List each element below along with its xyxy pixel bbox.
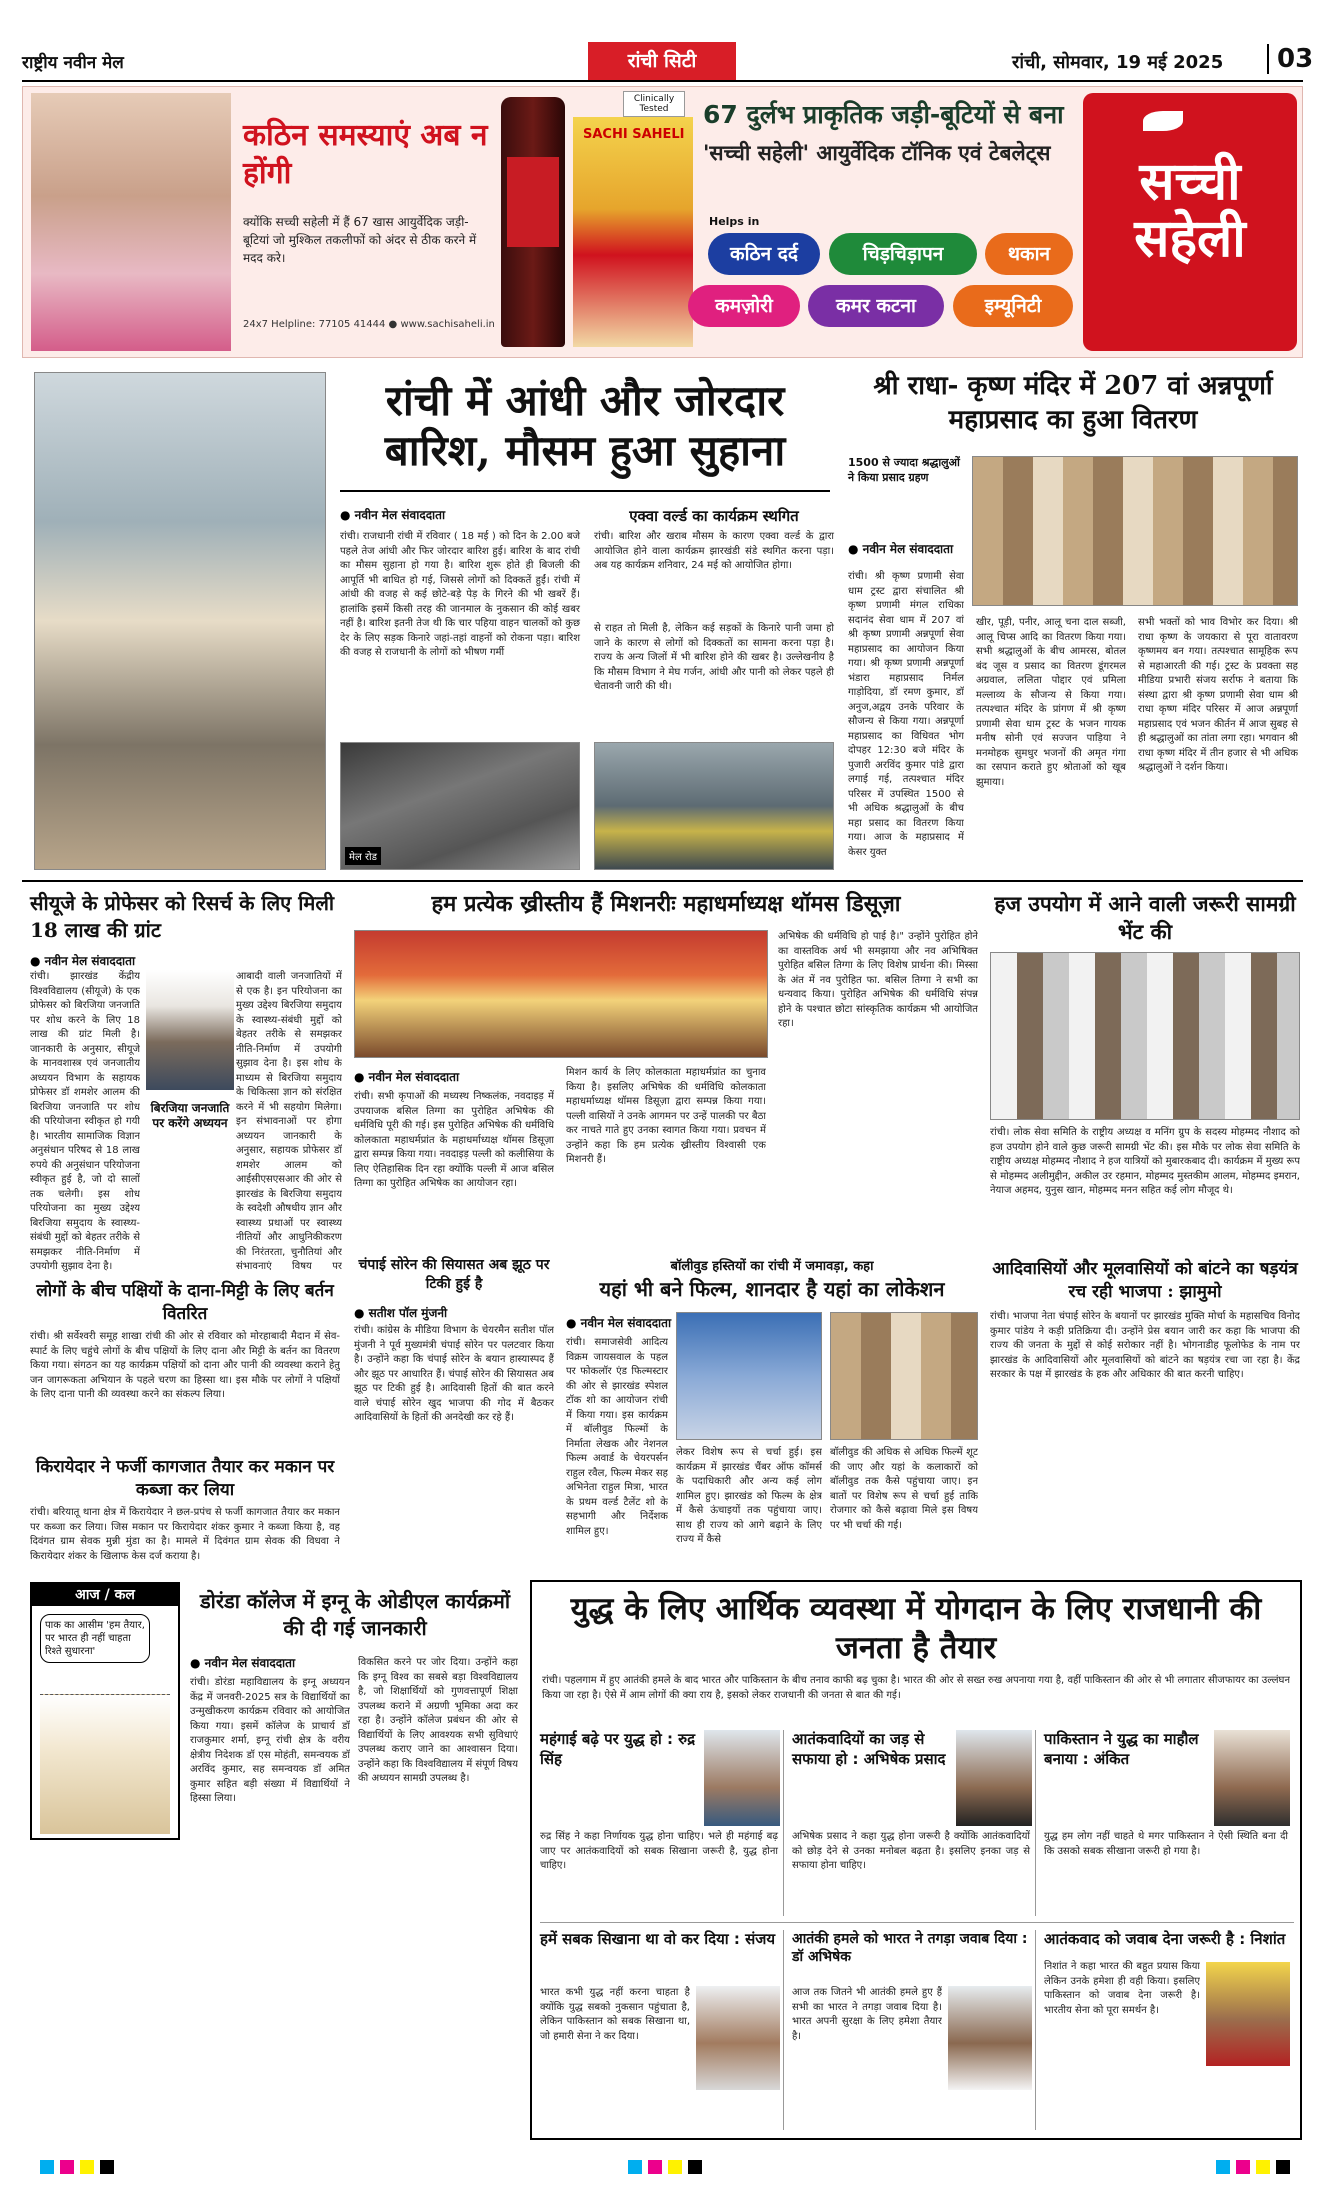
adivasi-body: रांची। भाजपा नेता चंपाई सोरेन के बयानों पर झारखंड मुक्ति मोर्चा के महासचिव विनोद कुमार पांडेय ने कड़ी प्रतिक्रिया दी। उन्होंने प्रेस बयान जारी कर कहा कि भाजपा की राज्य की जनता के मुद्दों से कोई सरोकार नहीं है। भोगनाडीह फूलोफेड के नाम पर झारखंड के आदिवासियों और मूलवासियों को बांटने का षड़यंत्र रचा जा रहा है। केंद्र सरकार के पक्ष में झारखंड के हक और अधिकार की बात करनी चाहिए। [990, 1311, 1300, 1380]
ad-helpline: 24x7 Helpline: 77105 41444 ● www.sachisaheli.in [243, 319, 495, 330]
birds-headline: लोगों के बीच पक्षियों के दाना-मिट्टी के लिए बर्तन वितरित [36, 1281, 334, 1324]
avatar [948, 1986, 1032, 2090]
clinical-badge: Clinically Tested [623, 91, 685, 117]
cartoon-title: आज / कल [32, 1584, 178, 1606]
tag-fatigue: थकान [985, 233, 1073, 275]
professor-photo [146, 970, 234, 1131]
radha-krishna-byline: ● नवीन मेल संवाददाता [848, 540, 966, 557]
section-label: रांची सिटी [588, 42, 736, 80]
hajj-headline: हज उपयोग में आने वाली जरूरी सामग्री भेंट की [994, 891, 1296, 945]
radha-krishna-highlight: 1500 से ज्यादा श्रद्धालुओं ने किया प्रसाद ग्रहण [848, 456, 960, 484]
cuj-headline: सीयूजे के प्रोफेसर को रिसर्च के लिए मिली 18 लाख की ग्रांट [30, 891, 335, 942]
radha-krishna-body: रांची। श्री कृष्ण प्रणामी सेवा धाम ट्रस्ट द्वारा संचालित श्री कृष्ण प्रणामी मंगल राधिका सदानंद सेवा धाम में 207 वां श्री कृष्ण प्रणामी अन्नपूर्णा सेवा महाप्रसाद का आयोजन किया गया। श्री कृष्ण प्रणामी अन्नपूर्णा भंडारा महाप्रसाद निर्मल गाड़ोदिया, डॉ रमण कुमार, डॉ अनुज,अद्वय उनके परिवार के सौजन्य से किया गया। अन्नपूर्णा महाप्रसाद का विधिवत भोग दोपहर 12:30 बजे मंदिर के पुजारी अरविंद कुमार पांडे द्वारा लगाई गई, तत्पश्चात मंदिर परिसर में उपस्थित 1500 से भी अधिक श्रद्धालुओं के बीच महा प्रसाद का वितरण किया गया। आज के महाप्रसाद में केसर युक्त [848, 571, 964, 858]
product-bottle-image [501, 97, 565, 347]
opinion-card-dr-abhishek [792, 1930, 1036, 2130]
missionary-body-2: मिशन कार्य के लिए कोलकाता महाधर्मप्रांत का चुनाव किया है। इसलिए अभिषेक की धर्मविधि कोलकाता महाधर्माध्यक्ष थॉमस डिसूज़ा द्वारा सम्पन्न किया गया। पल्ली वासियों ने उनके आगमन पर उन्हें पालकी पर बैठा कर नाचते गाते हुए उनका स्वागत किया गया। प्रवचन में उन्होंने कहा कि हम प्रत्येक ख्रीस्तीय विश्वासी एक मिशनरी हैं। [566, 1067, 766, 1165]
opinion-title: हमें सबक सिखाना था वो कर दिया : संजय [540, 1930, 776, 1948]
tag-backache: कमर कटना [808, 285, 944, 327]
brand-logo [1083, 93, 1297, 351]
cartoon-title-right: कल [114, 1587, 135, 1603]
ordination-photo [354, 930, 768, 1058]
cartoon-box [30, 1582, 180, 1840]
adivasi-headline: आदिवासियों और मूलवासियों को बांटने का षड़यंत्र रच रही भाजपा : झामुमो [992, 1259, 1298, 1302]
opinion-text: अभिषेक प्रसाद ने कहा युद्ध होना जरूरी है क्योंकि आतंकवादियों को छोड़ देने से उनका मनोबल बढ़ता है। इसलिए इनका जड़ से सफाया होना चाहिए। [792, 1831, 1030, 1871]
radha-krishna-body-2: खीर, पूड़ी, पनीर, आलू चना दाल सब्जी, आलू चिप्स आदि का वितरण किया गया। सभी श्रद्धालुओं के बीच आमरस, बोतल बंद जूस व प्रसाद का वितरण डूंगरमल अग्रवाल, ललिता पोद्दार एवं प्रमिला मल्लाव्य के सौजन्य से किया गया। तत्पश्चात मंदिर के प्रांगण में श्री कृष्ण प्रणामी सेवा धाम ट्रस्ट के भजन गायक मनीष सोनी एवं सज्जन पाड़िया ने मनमोहक सुमधुर भजनों की अमृत गंगा का रसपान कराते हुए श्रोताओं को खूब झुमाया। [976, 617, 1126, 788]
cuj-body: रांची। झारखंड केंद्रीय विश्वविद्यालय (सीयूजे) के एक प्रोफेसर को बिरजिया जनजाति पर शोध करने के लिए 18 लाख की ग्रांट मिली है। जानकारी के अनुसार, सीयूजे के मानवशास्त्र एवं जनजातीय अध्ययन विभाग के सहायक प्रोफेसर डॉ शमशेर आलम की बिरजिया जनजाति पर शोध की परियोजना स्वीकृत हो गयी है। भारतीय सामाजिक विज्ञान अनुसंधान परिषद से 18 लाख रुपये की अनुसंधान परियोजना स्वीकृत हुई है, जो दो सालों तक चलेगी। इस शोध परियोजना का मुख्य उद्देश्य बिरजिया समुदाय के स्वास्थ्य-संबंधी मुद्दों को बेहतर तरीके से समझकर नीति-निर्माण में उपयोगी सुझाव देना है। [30, 971, 140, 1272]
waterlogged-road-photo-2 [594, 742, 834, 870]
opinion-card-ankit [1044, 1730, 1294, 1916]
champai-headline: चंपाई सोरेन की सियासत अब झूठ पर टिकी हुई है [358, 1257, 550, 1292]
champai-byline: ● सतीश पॉल मुंजनी [354, 1304, 447, 1321]
hajj-photo [990, 952, 1300, 1120]
tag-weakness: कमज़ोरी [688, 285, 800, 327]
lead-byline: ● नवीन मेल संवाददाता [340, 506, 445, 523]
war-feature-intro: रांची। पहलगाम में हुए आतंकी हमले के बाद भारत और पाकिस्तान के बीच तनाव काफी बढ़ चुका है। भारत की ओर से सख्त रुख अपनाया गया है, वहीं पाकिस्तान की ओर से भी लगातार सीजफायर का उल्लंघन किया जा रहा है। ऐसे में आम लोगों की क्या राय है, इसको लेकर राजधानी की जनता से बात की गई। [542, 1675, 1290, 1701]
ad-title-line-1: 67 दुर्लभ प्राकृतिक जड़ी-बूटियों से बना [703, 100, 1064, 129]
product-box-image [573, 117, 693, 347]
cartoon-drawing [40, 1694, 170, 1834]
tenant-body: रांची। बरियातू थाना क्षेत्र में किरायेदार ने छल-प्रपंच से फर्जी कागजात तैयार कर मकान पर कब्जा कर लिया। जिस मकान पर किरायेदार शंकर कुमार ने कब्जा किया है, वह दिवंगत ग्राम सेवक मुन्नी मुंडा का है। मामले में दिवंगत ग्राम सेवक की विधवा ने किरायेदार शंकर के खिलाफ केस दर्ज कराया है। [30, 1507, 340, 1562]
opinion-text: युद्ध हम लोग नहीं चाहते थे मगर पाकिस्तान ने ऐसी स्थिति बना दी कि उसको सबक सीखाना जरूरी हो गया है। [1044, 1831, 1288, 1857]
avatar [1214, 1730, 1290, 1826]
cuj-byline: ● नवीन मेल संवाददाता [30, 952, 135, 969]
bollywood-kicker: बॉलीवुड हस्तियों का रांची में जमावड़ा, कहा [670, 1259, 874, 1274]
lead-body-continued: से राहत तो मिली है, लेकिन कई सड़कों के किनारे पानी जमा हो जाने के कारण से लोगों को दिक्कतों का सामना करना पड़ा है। राज्य के अन्य जिलों में भी बारिश होने की खबर है। उल्लेखनीय है कि मौसम विभाग ने मेघ गर्जन, आंधी और पानी को लेकर पहले ही चेतावनी जारी की थी। [594, 623, 834, 692]
missionary-body-3: अभिषेक की धर्मविधि हो पाई है।" उन्होंने पुरोहित होने का वास्तविक अर्थ भी समझाया और नव अभिषिक्त पुरोहित बसिल तिग्गा के लिए विशेष प्रार्थना की। मिस्सा के अंत में नव पुरोहित फा. बसिल तिग्गा ने सभी का धन्यवाद किया। पुरोहित अभिषेक की धर्मविधि संपन्न होने के पश्चात छोटा सांस्कृतिक कार्यक्रम भी आयोजित रहा। [778, 931, 978, 1029]
missionary-body: रांची। सभी कृपाओं की मध्यस्थ निष्कलंक, नवदाइड़ में उपयाजक बसिल तिग्गा का पुरोहित अभिषेक की धर्मविधि पूरी की गई। इस पुरोहित अभिषेक की धर्मविधि कोलकाता महाधर्मप्रांत के महाधर्माध्यक्ष थॉमस डिसूज़ा द्वारा सम्पन्न किया गया। नवदाइड़ पल्ली को कलीसिया के लिए ऐतिहासिक दिन रहा क्योंकि पल्ली में आज बसिल तिग्गा का पुरोहित अभिषेक का आयोजन रहा। [354, 1091, 554, 1189]
product-label: SACHI SAHELI [583, 127, 685, 142]
page-number: 03 [1267, 44, 1313, 74]
temple-crowd-photo [972, 456, 1298, 606]
opinion-text: निशांत ने कहा भारत की बहुत प्रयास किया लेकिन उनके हमेशा ही वही किया। इसलिए पाकिस्तान को जवाब देना जरूरी है। भारतीय सेना को पूरा समर्थन है। [1044, 1961, 1200, 2016]
bollywood-body-2: लेकर विशेष रूप से चर्चा हुई। इस कार्यक्रम में झारखंड चैंबर ऑफ कॉमर्स के पदाधिकारी और अन्य कई लोग शामिल हुए। झारखंड को फिल्म के क्षेत्र में कैसे ऊंचाइयों तक पहुंचाया जाए। साथ ही राज्य को आगे बढ़ाने के लिए राज्य में कैसे [676, 1447, 822, 1545]
waterlogged-road-photo-1 [340, 742, 580, 870]
bollywood-body: रांची। समाजसेवी आदित्य विक्रम जायसवाल के पहल पर फोकलॉर एंड फिल्मस्टार की ओर से झारखंड स्पेशल टॉक शो का आयोजन रांची में किया गया। इस कार्यक्रम में बॉलीवुड फिल्मों के निर्माता लेखक और नेशनल फिल्म अवार्ड के चेयरपर्सन राहुल रवैल, फिल्म मेकर सह अभिनेता राहुल मित्रा, भारत के प्रथम वर्ल्ड टैलेंट शो के सहभागी और निर्देशक शामिल हुए। [566, 1337, 668, 1537]
opinion-title: पाकिस्तान ने युद्ध का माहौल बनाया : अंकित [1044, 1730, 1199, 1768]
brand-logo-text: सच्ची सहेली [1134, 151, 1246, 270]
opinion-card-nishant [1044, 1930, 1294, 2130]
bollywood-byline: ● नवीन मेल संवाददाता [566, 1314, 671, 1331]
avatar [704, 1730, 780, 1826]
ad-models-image [31, 93, 231, 351]
date-line: रांची, सोमवार, 19 मई 2025 [1012, 52, 1224, 73]
ad-headline: कठिन समस्याएं अब न होंगी [243, 118, 488, 191]
avatar [1206, 1962, 1290, 2066]
cuj-body-2: आबादी वाली जनजातियों में से एक है। इन परियोजना का मुख्य उद्देश्य बिरजिया समुदाय के स्वास्थ्य-संबंधी मुद्दों को बेहतर तरीके से समझकर नीति-निर्माण में उपयोगी सुझाव देना है। इस शोध के माध्यम से बिरजिया समुदाय के चिकित्सा ज्ञान को संरक्षित करने में भी सहयोग मिलेगा। इन संभावनाओं पर होगा अध्ययन जानकारी के अनुसार, सहायक प्रोफेसर डॉ शमशेर आलम को आईसीएसएसआर की ओर से झारखंड के बिरजिया समुदाय के स्वदेशी औषधीय ज्ञान और स्वास्थ्य प्रथाओं पर स्वास्थ्य नीतियों और आधुनिकीकरण की निरंतरता, चुनौतियां और संभावनाएं विषय पर [236, 971, 342, 1272]
opinion-title: आतंकवादियों का जड़ से सफाया हो : अभिषेक प्रसाद [792, 1730, 946, 1768]
photo-caption: मेल रोड [345, 847, 381, 865]
rain-photo [34, 372, 326, 870]
masthead [22, 42, 1314, 82]
radha-krishna-body-3: सभी भक्तों को भाव विभोर कर दिया। श्री राधा कृष्ण के जयकारा से पूरा वातावरण कृष्णमय बन गया। तत्पश्चात सामूहिक रूप से महाआरती की गई। ट्रस्ट के प्रवक्ता सह मीडिया प्रभारी संजय सर्राफ ने बताया कि संस्था द्वारा श्री कृष्ण प्रणामी सेवा धाम श्री राधा कृष्ण मंदिर परिसर में आज अन्नपूर्णा महाप्रसाद एवं भजन कीर्तन में आज सुबह से ही श्रद्धालुओं का तांता लगा रहा। भगवान श्री राधा कृष्ण मंदिर में तीन हजार से भी अधिक श्रद्धालुओं ने दर्शन किया। [1138, 617, 1298, 773]
tenant-headline: किरायेदार ने फर्जी कागजात तैयार कर मकान पर कब्जा कर लिया [35, 1457, 335, 1500]
doranda-byline: ● नवीन मेल संवाददाता [190, 1654, 295, 1671]
war-feature-headline: युद्ध के लिए आर्थिक व्यवस्था में योगदान के लिए राजधानी की जनता है तैयार [570, 1591, 1262, 1666]
doranda-headline: डोरंडा कॉलेज में इग्नू के ओडीएल कार्यक्रमों की दी गई जानकारी [199, 1589, 511, 1640]
doranda-body-2: विकसित करने पर जोर दिया। उन्होंने कहा कि इग्नू विश्व का सबसे बड़ा विश्वविद्यालय है, जो शिक्षार्थियों को गुणवत्तापूर्ण शिक्षा उपलब्ध कराने में अग्रणी भूमिका अदा कर रहा है। उन्होंने कॉलेज प्रबंधन की ओर से विद्यार्थियों के लिए आवश्यक सभी सुविधाएं उपलब्ध कराए जाने का आश्वासन दिया। उन्होंने कहा कि विश्वविद्यालय में संपूर्ण विषय की अध्ययन सामग्री उपलब्ध है। [358, 1657, 518, 1784]
ad-banner [22, 86, 1303, 358]
opinion-text: आज तक जितने भी आतंकी हमले हुए हैं सभी का भारत ने तगड़ा जवाब दिया है। भारत अपनी सुरक्षा के लिए हमेशा तैयार है। [792, 1987, 942, 2042]
opinion-title: महंगाई बढ़े पर युद्ध हो : रुद्र सिंह [540, 1730, 696, 1768]
ad-subtext: क्योंकि सच्ची सहेली में हैं 67 खास आयुर्वेदिक जड़ी-बूटियां जो मुश्किल तकलीफों को अंदर से ठीक करने में मदद करे। [243, 215, 477, 265]
hajj-body: रांची। लोक सेवा समिति के राष्ट्रीय अध्यक्ष व मनिंग ग्रुप के सदस्य मोहम्मद नौशाद को हज उपयोग होने वाले कुछ जरूरी सामग्री भेंट की। इस मौके पर लोक सेवा समिति के राष्ट्रीय अध्यक्ष मोहम्मद नौशाद ने हज यात्रियों को मुबारकबाद दी। कार्यक्रम में मुख्य रूप से मोहम्मद अलीमुद्दीन, अकील उर रहमान, मोहम्मद मुस्तकीम आलम, मोहम्मद इमरान, नेयाज अहमद, युनुस खान, मोहम्मद मनन सहित कई लोग मौजूद थे। [990, 1127, 1300, 1196]
avatar [956, 1730, 1032, 1826]
aqua-body: रांची। बारिश और खराब मौसम के कारण एक्वा वर्ल्ड के द्वारा आयोजित होने वाला कार्यक्रम झारखंडी संडे स्थगित करना पड़ा। अब यह कार्यक्रम शनिवार, 24 मई को आयोजित होगा। [594, 531, 834, 571]
missionary-byline: ● नवीन मेल संवाददाता [354, 1068, 459, 1085]
birds-body: रांची। श्री सर्वेश्वरी समूह शाखा रांची की ओर से रविवार को मोरहाबादी मैदान में सेव-स्पार्ट के लिए चहुंचे लोगों के बीच पक्षियों के लिए दाना और मिट्टी के बर्तन का वितरण किया गया। संगठन का यह कार्यक्रम पक्षियों को दाना और पानी की व्यवस्था कराने हेतु जन जागरूकता अभियान के पहले चरण का हिस्सा था। इस मौके पर लोगों ने पक्षियों के लिए दाना पानी की व्यवस्था करने का संकल्प लिया। [30, 1331, 340, 1400]
helps-in-label: Helps in [709, 215, 760, 228]
champai-body: रांची। कांग्रेस के मीडिया विभाग के चेयरमैन सतीश पॉल मुंजनी ने पूर्व मुख्यमंत्री चंपाई सोरेन पर पलटवार किया है। उन्होंने कहा कि चंपाई सोरेन के बयान हास्यास्पद हैं और झूठ पर आधारित हैं। चंपाई सोरेन की सियासत अब झूठ पर टिकी हुई है। आदिवासी हितों की बात करने वाले चंपाई सोरेन खुद भाजपा की गोद में बैठकर आदिवासियों के हितों की अनदेखी कर रहे हैं। [354, 1325, 554, 1423]
bollywood-body-3: बॉलीवुड की अधिक से अधिक फिल्में शूट की जाए और यहां के कलाकारों को बॉलीवुड तक कैसे पहुंचाया जाए। इन बातों पर विशेष रूप से चर्चा हुई ताकि रोजगार को कैसे बढ़ावा मिले इस विषय पर भी चर्चा की गई। [830, 1447, 978, 1531]
opinion-card-rudra [540, 1730, 784, 1916]
radha-krishna-headline: श्री राधा- कृष्ण मंदिर में 207 वां अन्नपूर्णा महाप्रसाद का हुआ वितरण [873, 371, 1273, 435]
war-feature-box [530, 1580, 1302, 2140]
tag-irritability: चिड़चिड़ापन [829, 233, 977, 275]
lead-headline: रांची में आंधी और जोरदार बारिश, मौसम हुआ सुहाना [384, 376, 786, 475]
tag-pain: कठिन दर्द [708, 233, 820, 275]
opinion-text: रुद्र सिंह ने कहा निर्णायक युद्ध होना चाहिए। भले ही महंगाई बढ़ जाए पर आतंकवादियों को सबक सिखाना जरूरी है, युद्ध होना चाहिए। [540, 1831, 778, 1871]
aqua-subhead: एक्वा वर्ल्ड का कार्यक्रम स्थगित [629, 507, 799, 525]
opinion-card-sanjay [540, 1930, 784, 2130]
bollywood-photo-2 [830, 1312, 978, 1440]
cartoon-bubble: पाक का आसीम 'हम तैयार, पर भारत ही नहीं चाहता रिश्ते सुधारना' [40, 1614, 150, 1663]
leaf-icon [1143, 111, 1183, 131]
photo-caption-cuj: बिरजिया जनजाति पर करेंगे अध्ययन [150, 1100, 230, 1131]
paper-name: राष्ट्रीय नवीन मेल [22, 53, 124, 73]
lead-body: रांची। राजधानी रांची में रविवार ( 18 मई ) को दिन के 2.00 बजे पहले तेज आंधी और फिर जोरदार बारिश हुई। बारिश के बाद रांची का मौसम सुहाना हो गया है। बारिश शुरू होते ही बिजली की आपूर्ति भी बाधित हो गई, जिससे लोगों को दिक्कतें हुईं। रांची में आंधी की वजह से कई छोटे-बड़े पेड़ के गिरने की भी खबरें हैं। हालांकि इसमें किसी तरह की जानमाल के नुकसान की कोई खबर नहीं है। बारिश इतनी तेज थी कि चार पहिया वाहन चालकों को कुछ देर के लिए सड़क किनारे जहां-तहां वाहनों को रोकना पड़ा। बारिश की वजह से राजधानी के लोगों को भीषण गर्मी [340, 531, 580, 658]
bollywood-photo-1 [676, 1312, 822, 1440]
ad-title-line-2: 'सच्ची सहेली' आयुर्वेदिक टॉनिक एवं टेबलेट्स [703, 141, 1051, 165]
avatar [696, 1986, 780, 2090]
cartoon-title-left: आज [75, 1587, 100, 1603]
missionary-headline: हम प्रत्येक ख्रीस्तीय हैं मिशनरीः महाधर्माध्यक्ष थॉमस डिसूज़ा [431, 891, 901, 917]
opinion-card-abhishek-prasad [792, 1730, 1036, 1916]
opinion-title: आतंकवाद को जवाब देना जरूरी है : निशांत [1044, 1930, 1286, 1948]
opinion-title: आतंकी हमले को भारत ने तगड़ा जवाब दिया : डॉ अभिषेक [792, 1931, 1028, 1966]
doranda-body: रांची। डोरंडा महाविद्यालय के इग्नू अध्ययन केंद्र में जनवरी-2025 सत्र के विद्यार्थियों का उन्मुखीकरण कार्यक्रम रविवार को आयोजित किया गया। इसमें कॉलेज के प्राचार्य डॉ राजकुमार शर्मा, इग्नू रांची क्षेत्र के वरीय क्षेत्रीय निदेशक डॉ एस मोहंती, समन्वयक डॉ अरविंद कुमार, सह समन्वयक डॉ अमित कुमार सहित बड़ी संख्या में विद्यार्थियों ने हिस्सा लिया। [190, 1677, 350, 1804]
bollywood-headline: यहां भी बने फिल्म, शानदार है यहां का लोकेशन [599, 1277, 945, 1301]
opinion-text: भारत कभी युद्ध नहीं करना चाहता है क्योंकि युद्ध सबको नुकसान पहुंचाता है, लेकिन पाकिस्तान को सबक सिखाना था, जो हमारी सेना ने कर दिया। [540, 1987, 690, 2042]
color-registration-marks [40, 2160, 1290, 2176]
tag-immunity: इम्यूनिटी [953, 285, 1073, 327]
